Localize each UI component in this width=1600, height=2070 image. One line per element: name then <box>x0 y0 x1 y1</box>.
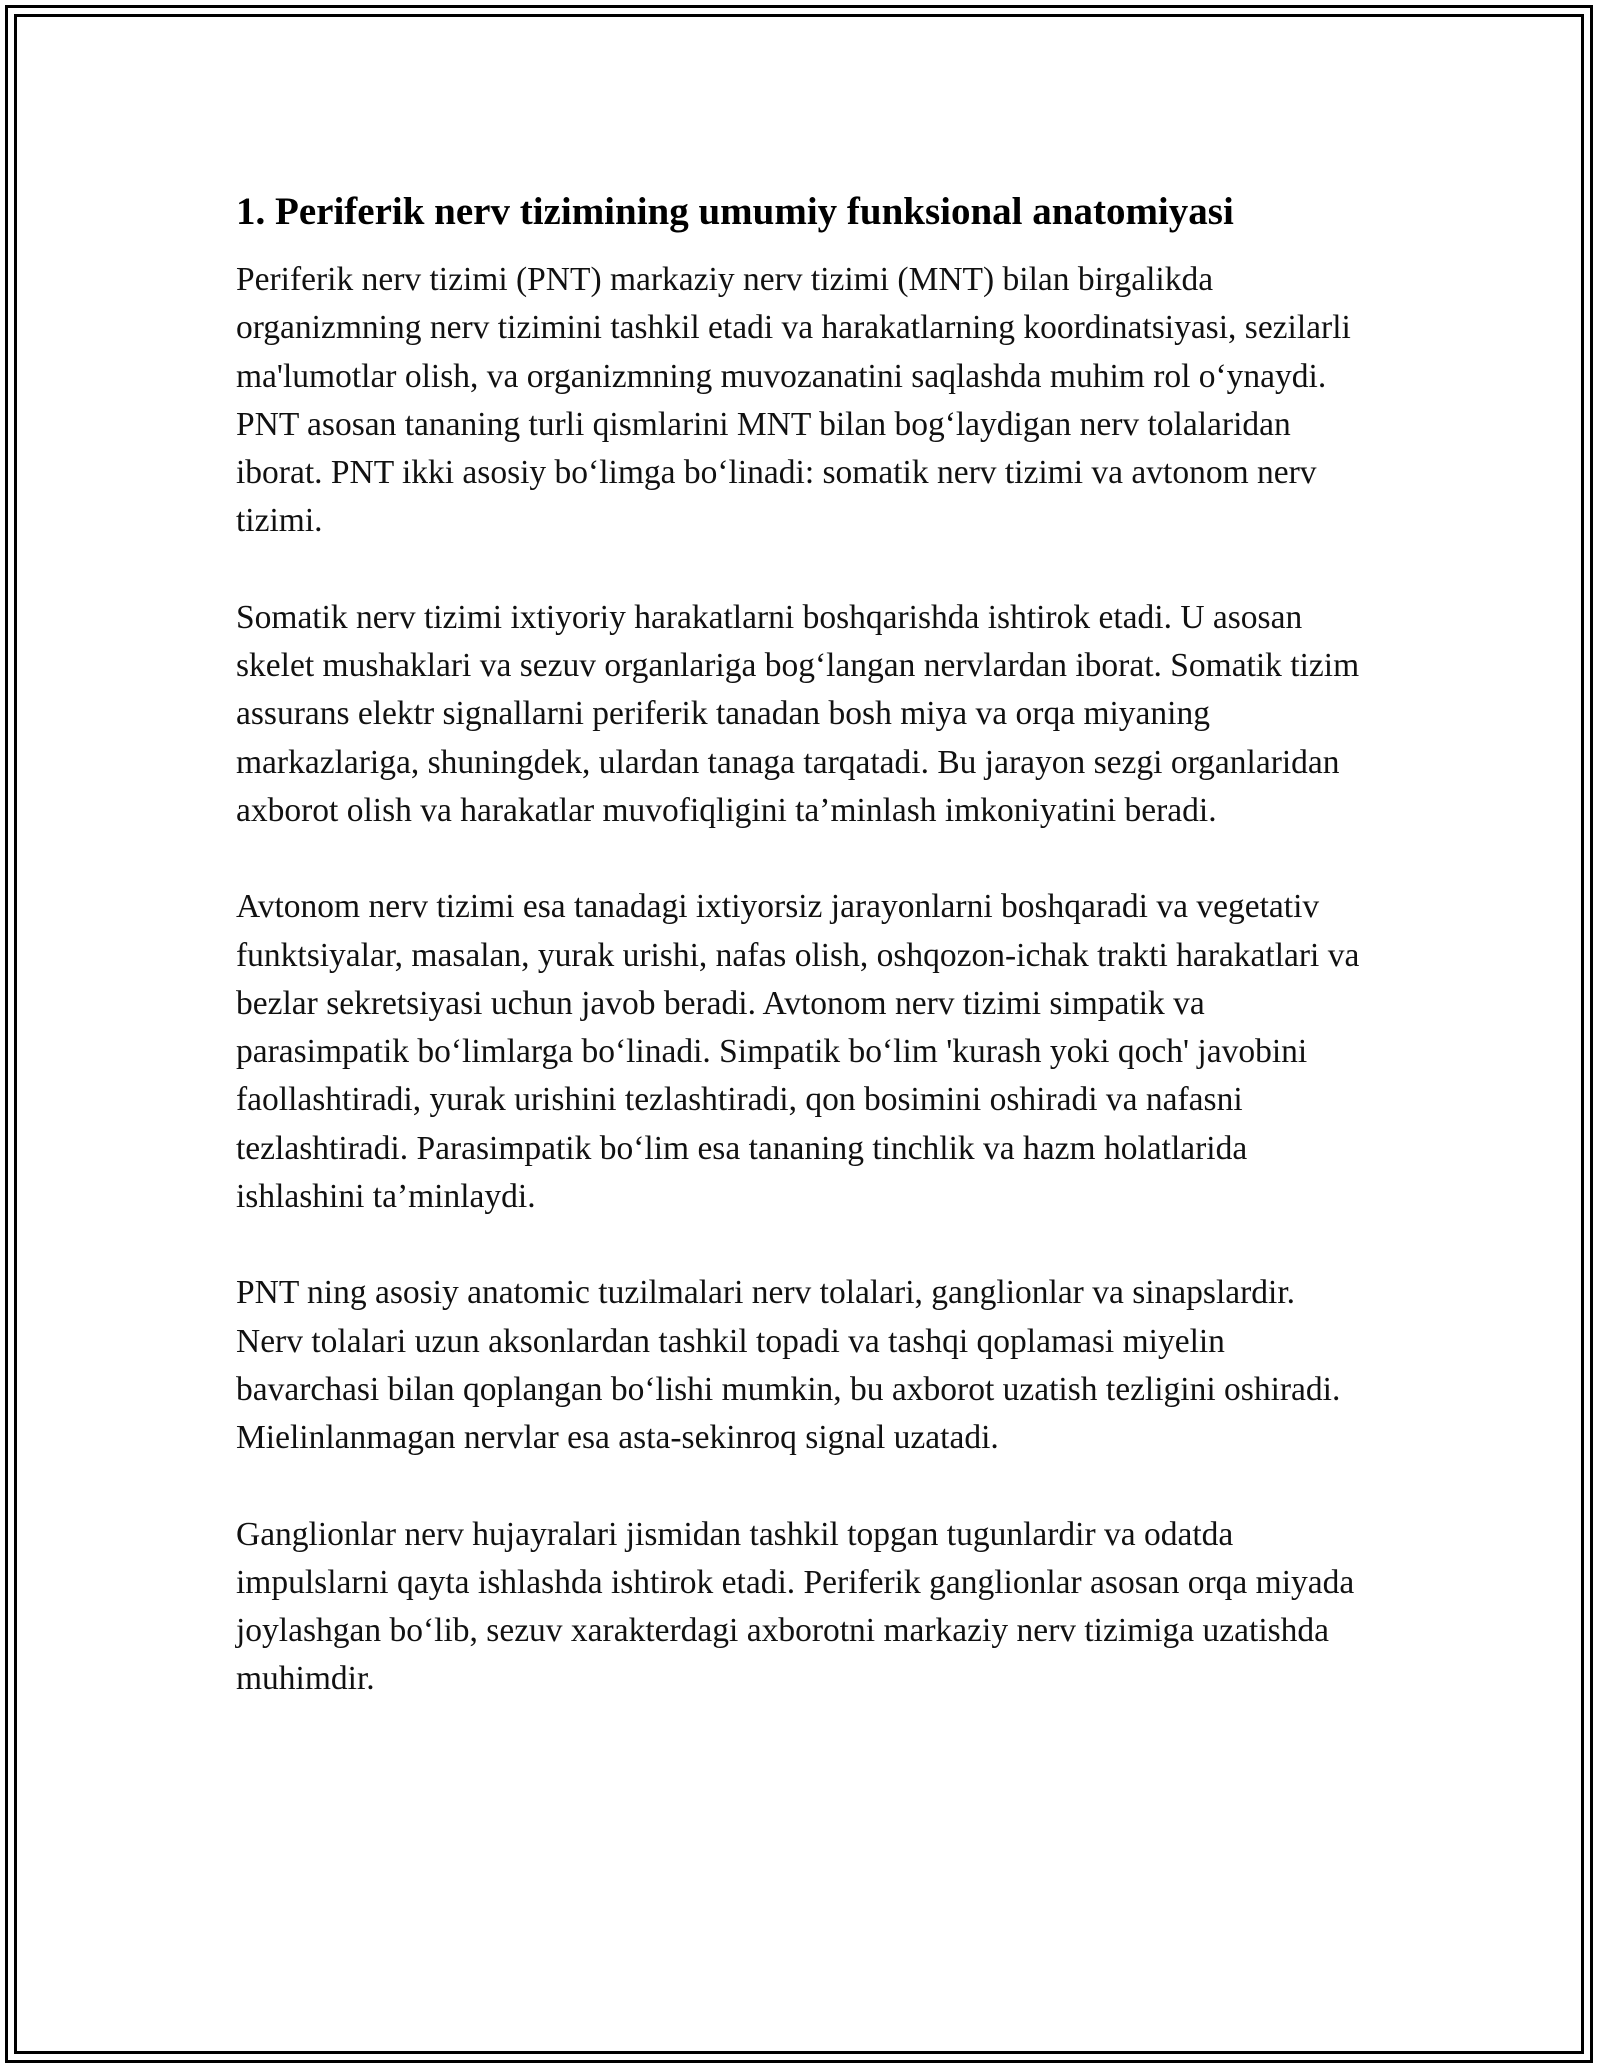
document-body <box>236 186 1364 1752</box>
paragraph-pnt-overview: Periferik nerv tizimi (PNT) markaziy nerv tizimi (MNT) bilan birgalikda organizmning nerv tizimini tashkil etadi va harakatlarning koordinatsiyasi, sezilarli ma'lumotlar olish, va organizmning muvozanatini saqlashda muhim rol o‘ynaydi. PNT asosan tananing turli qismlarini MNT bilan bog‘laydigan nerv tolalaridan iborat. PNT ikki asosiy bo‘limga bo‘linadi: somatik nerv tizimi va avtonom nerv tizimi. <box>236 261 1351 540</box>
section-heading: 1. Periferik nerv tizimining umumiy funksional anatomiyasi <box>236 190 1234 233</box>
paragraph-somatic-system: Somatik nerv tizimi ixtiyoriy harakatlarni boshqarishda ishtirok etadi. U asosan skelet mushaklari va sezuv organlariga bog‘langan nervlardan iborat. Somatik tizim assurans elektr signallarni periferik tanadan bosh miya va orqa miyaning markazlariga, shuningdek, ulardan tanaga tarqatadi. Bu jarayon sezgi organlaridan axborot olish va harakatlar muvofiqligini ta’minlash imkoniyatini beradi. <box>236 598 1360 829</box>
paragraph-anatomic-structures: PNT ning asosiy anatomic tuzilmalari nerv tolalari, ganglionlar va sinapslardir. Nerv tolalari uzun aksonlardan tashkil topadi va tashqi qoplamasi miyelin bavarchasi bilan qoplangan bo‘lishi mumkin, bu axborot uzatish tezligini oshiradi. Mielinlanmagan nervlar esa asta-sekinroq signal uzatadi. <box>236 1274 1341 1457</box>
paragraph-autonomic-system: Avtonom nerv tizimi esa tanadagi ixtiyorsiz jarayonlarni boshqaradi va vegetativ funktsiyalar, masalan, yurak urishi, nafas olish, oshqozon-ichak trakti harakatlari va bezlar sekretsiyasi uchun javob beradi. Avtonom nerv tizimi simpatik va parasimpatik bo‘limlarga bo‘linadi. Simpatik bo‘lim 'kurash yoki qoch' javobini faollashtiradi, yurak urishini tezlashtiradi, qon bosimini oshiradi va nafasni tezlashtiradi. Parasimpatik bo‘lim esa tananing tinchlik va hazm holatlarida ishlashini ta’minlaydi. <box>236 888 1360 1216</box>
paragraph-ganglia: Ganglionlar nerv hujayralari jismidan tashkil topgan tugunlardir va odatda impulslarni qayta ishlashda ishtirok etadi. Periferik ganglionlar asosan orqa miyada joylashgan bo‘lib, sezuv xarakterdagi axborotni markaziy nerv tizimiga uzatishda muhimdir. <box>236 1515 1355 1698</box>
